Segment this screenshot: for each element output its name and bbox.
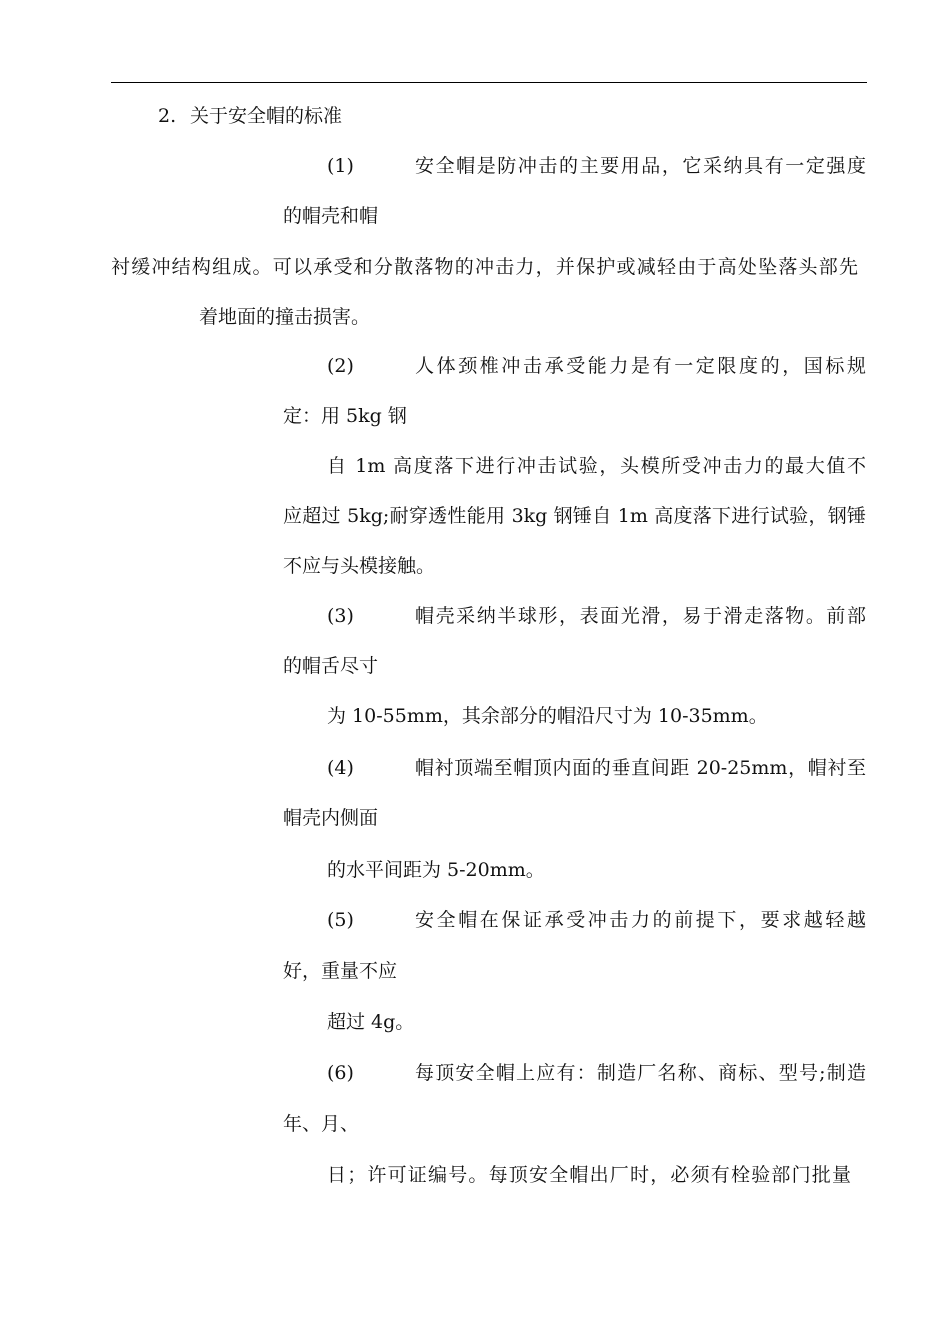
item-5-number: (5) [327,909,354,931]
item-2-number: (2) [327,355,354,377]
item-1-line-2: 的帽壳和帽 [283,205,379,227]
item-2-line-1: 人体颈椎冲击承受能力是有一定限度的，国标规 [415,355,866,377]
header-rule [111,82,867,83]
item-4-line-2: 帽壳内侧面 [283,807,379,829]
item-5-line-2: 好，重量不应 [283,960,398,982]
item-5-line-3: 超过 4g。 [327,1011,415,1033]
item-6-line-2: 年、月、 [283,1113,360,1135]
item-3-line-1: 帽壳采纳半球形，表面光滑，易于滑走落物。前部 [415,605,866,627]
item-6-number: (6) [327,1062,354,1084]
item-2-line-2: 定：用 5kg 钢 [283,405,407,427]
item-1-line-4: 着地面的撞击损害。 [199,306,371,328]
item-6-line-3: 日；许可证编号。每顶安全帽出厂时，必须有栓验部门批量 [327,1164,851,1186]
section-title: 关于安全帽的标准 [190,105,343,127]
item-2-line-4: 应超过 5kg;耐穿透性能用 3kg 钢锤自 1m 高度落下进行试验，钢锤 [283,505,866,527]
item-4-number: (4) [327,757,354,779]
item-3-line-3: 为 10-55mm，其余部分的帽沿尺寸为 10-35mm。 [327,705,768,727]
section-number: 2. [158,105,177,127]
item-1-line-1: 安全帽是防冲击的主要用品，它采纳具有一定强度 [415,155,866,177]
item-4-line-1: 帽衬顶端至帽顶内面的垂直间距 20-25mm，帽衬至 [415,757,866,779]
item-3-number: (3) [327,605,354,627]
item-3-line-2: 的帽舌尽寸 [283,655,379,677]
item-1-number: (1) [327,155,354,177]
item-2-line-5: 不应与头模接触。 [283,555,436,577]
item-5-line-1: 安全帽在保证承受冲击力的前提下，要求越轻越 [415,909,866,931]
item-1-line-3: 衬缓冲结构组成。可以承受和分散落物的冲击力，并保护或减轻由于高处坠落头部先 [111,256,858,278]
item-6-line-1: 每顶安全帽上应有：制造厂名称、商标、型号;制造 [415,1062,866,1084]
item-4-line-3: 的水平间距为 5-20mm。 [327,859,545,881]
item-2-line-3: 自 1m 高度落下进行冲击试验，头模所受冲击力的最大值不 [327,455,866,477]
